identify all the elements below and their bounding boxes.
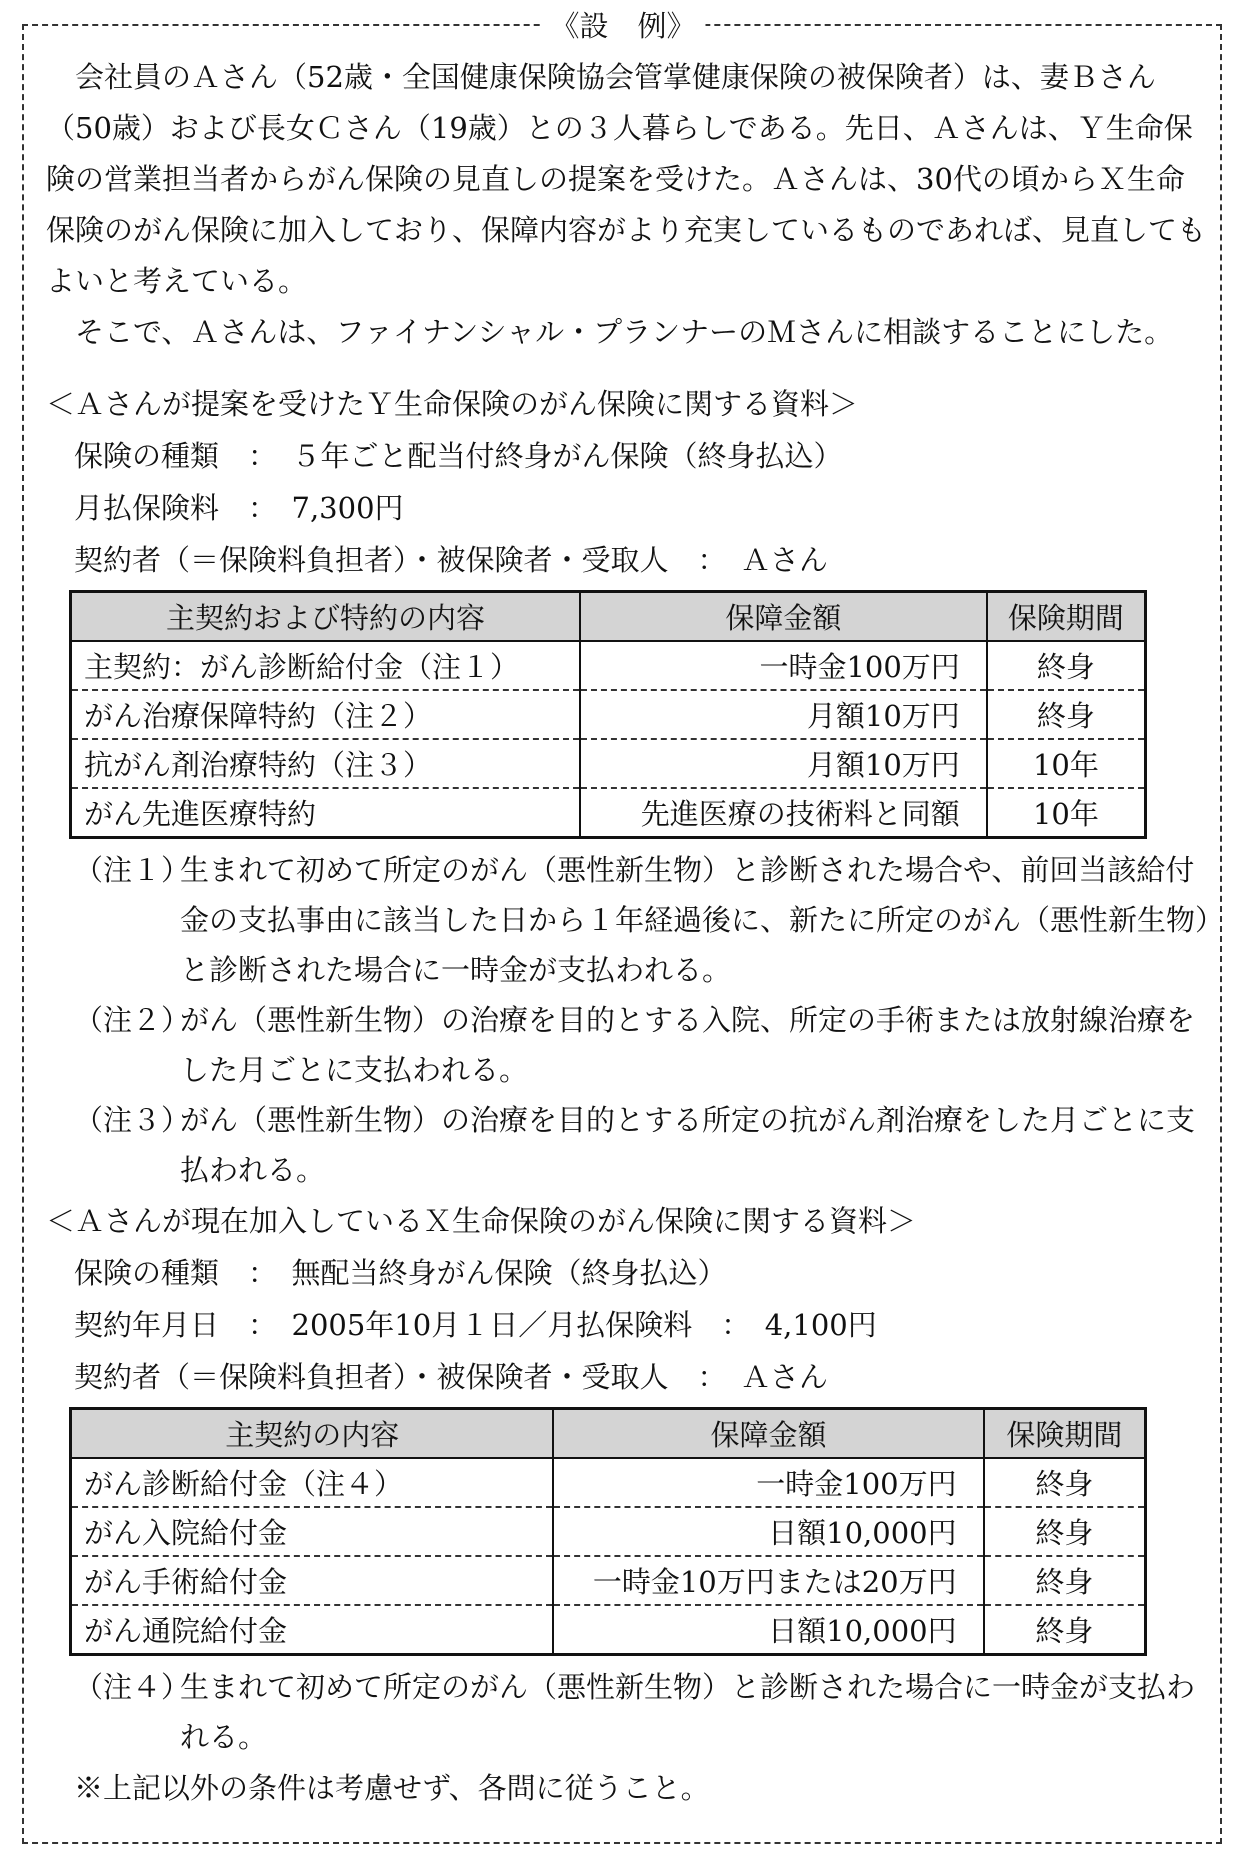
table-cell: 終身: [984, 1556, 1146, 1605]
table-row: [71, 1556, 1146, 1605]
table-cell: 一時金100万円: [580, 641, 987, 690]
note-label: （注３）: [74, 1103, 191, 1137]
column-header-term: 保険期間: [987, 592, 1146, 642]
note-label: （注４）: [74, 1670, 191, 1704]
table-row: [71, 1605, 1146, 1655]
intro-paragraph-1: 会社員のＡさん（52歳・全国健康保険協会管掌健康保険の被保険者）は、妻Ｂさん（50歳）および長女Ｃさん（19歳）との３人暮らしである。先日、Ａさんは、Ｙ生命保険の営業担当者からがん保険の見直しの提案を受けた。Ａさんは、30代の頃からＸ生命保険のがん保険に加入しており、保障内容がより充実しているものであれば、見直してもよいと考えている。: [46, 60, 1207, 298]
table-cell: 月額10万円: [580, 739, 987, 788]
proposed-note-1: [74, 845, 1210, 995]
column-header-contract: 主契約の内容: [71, 1409, 554, 1459]
table-cell: がん通院給付金: [71, 1605, 554, 1655]
table-cell: 抗がん剤治療特約（注３）: [71, 739, 580, 788]
column-header-amount: 保障金額: [580, 592, 987, 642]
proposed-note-3: [74, 1095, 1210, 1195]
table-cell: 終身: [987, 641, 1146, 690]
column-header-amount: 保障金額: [553, 1409, 983, 1459]
table-cell: 10年: [987, 788, 1146, 838]
note-text: がん（悪性新生物）の治療を目的とする入院、所定の手術または放射線治療をした月ごとに支払われる。: [180, 1003, 1196, 1087]
table-cell: がん先進医療特約: [71, 788, 580, 838]
table-cell: 月額10万円: [580, 690, 987, 739]
table-header-row: [71, 1409, 1146, 1459]
column-header-term: 保険期間: [984, 1409, 1146, 1459]
table-cell: 日額10,000円: [553, 1605, 983, 1655]
current-contract-parties: 契約者（＝保険料負担者）・被保険者・受取人 ： Ａさん: [74, 1360, 829, 1394]
note-label: （注１）: [74, 853, 191, 887]
current-insurance-type: 保険の種類 ： 無配当終身がん保険（終身払込）: [74, 1256, 727, 1290]
proposed-contract-parties: 契約者（＝保険料負担者）・被保険者・受取人 ： Ａさん: [74, 543, 829, 577]
table-row: [71, 1507, 1146, 1556]
footnote: ※上記以外の条件は考慮せず、各問に従うこと。: [74, 1771, 710, 1805]
current-note-4: [74, 1662, 1210, 1762]
note-text: 生まれて初めて所定のがん（悪性新生物）と診断された場合に一時金が支払われる。: [180, 1670, 1196, 1754]
table-cell: がん入院給付金: [71, 1507, 554, 1556]
table-cell: 日額10,000円: [553, 1507, 983, 1556]
note-text: 生まれて初めて所定のがん（悪性新生物）と診断された場合や、前回当該給付金の支払事由に該当した日から１年経過後に、新たに所定のがん（悪性新生物）と診断された場合に一時金が支払われる。: [180, 853, 1210, 987]
note-label: （注２）: [74, 1003, 191, 1037]
table-header-row: [71, 592, 1146, 642]
table-cell: 一時金100万円: [553, 1458, 983, 1507]
table-cell: がん診断給付金（注４）: [71, 1458, 554, 1507]
table-cell: 10年: [987, 739, 1146, 788]
table-cell: がん手術給付金: [71, 1556, 554, 1605]
table-cell: 先進医療の技術料と同額: [580, 788, 987, 838]
current-contract-date-premium: 契約年月日 ： 2005年10月１日／月払保険料 ： 4,100円: [74, 1308, 877, 1342]
table-cell: 終身: [984, 1507, 1146, 1556]
proposed-plan-heading: ＜Ａさんが提案を受けたＹ生命保険のがん保険に関する資料＞: [46, 387, 859, 421]
case-study-content: [46, 52, 1210, 1814]
table-cell: 主契約：がん診断給付金（注１）: [71, 641, 580, 690]
case-study-title: 《設 例》: [540, 0, 705, 52]
proposed-note-2: [74, 995, 1210, 1095]
current-coverage-table: [69, 1407, 1147, 1656]
table-row: [71, 1458, 1146, 1507]
table-cell: 終身: [984, 1458, 1146, 1507]
table-row: [71, 788, 1146, 838]
proposed-insurance-type: 保険の種類 ： ５年ごと配当付終身がん保険（終身払込）: [74, 439, 843, 473]
note-text: がん（悪性新生物）の治療を目的とする所定の抗がん剤治療をした月ごとに支払われる。: [180, 1103, 1196, 1187]
column-header-contract: 主契約および特約の内容: [71, 592, 580, 642]
current-plan-heading: ＜Ａさんが現在加入しているＸ生命保険のがん保険に関する資料＞: [46, 1204, 917, 1238]
intro-paragraph-2: そこで、Ａさんは、ファイナンシャル・プランナーのＭさんに相談することにした。: [75, 315, 1174, 349]
proposed-monthly-premium: 月払保険料 ： 7,300円: [74, 491, 404, 525]
proposed-coverage-table: [69, 590, 1147, 839]
table-cell: 終身: [987, 690, 1146, 739]
table-cell: 終身: [984, 1605, 1146, 1655]
table-cell: がん治療保障特約（注２）: [71, 690, 580, 739]
table-row: [71, 641, 1146, 690]
table-row: [71, 690, 1146, 739]
table-cell: 一時金10万円または20万円: [553, 1556, 983, 1605]
table-row: [71, 739, 1146, 788]
